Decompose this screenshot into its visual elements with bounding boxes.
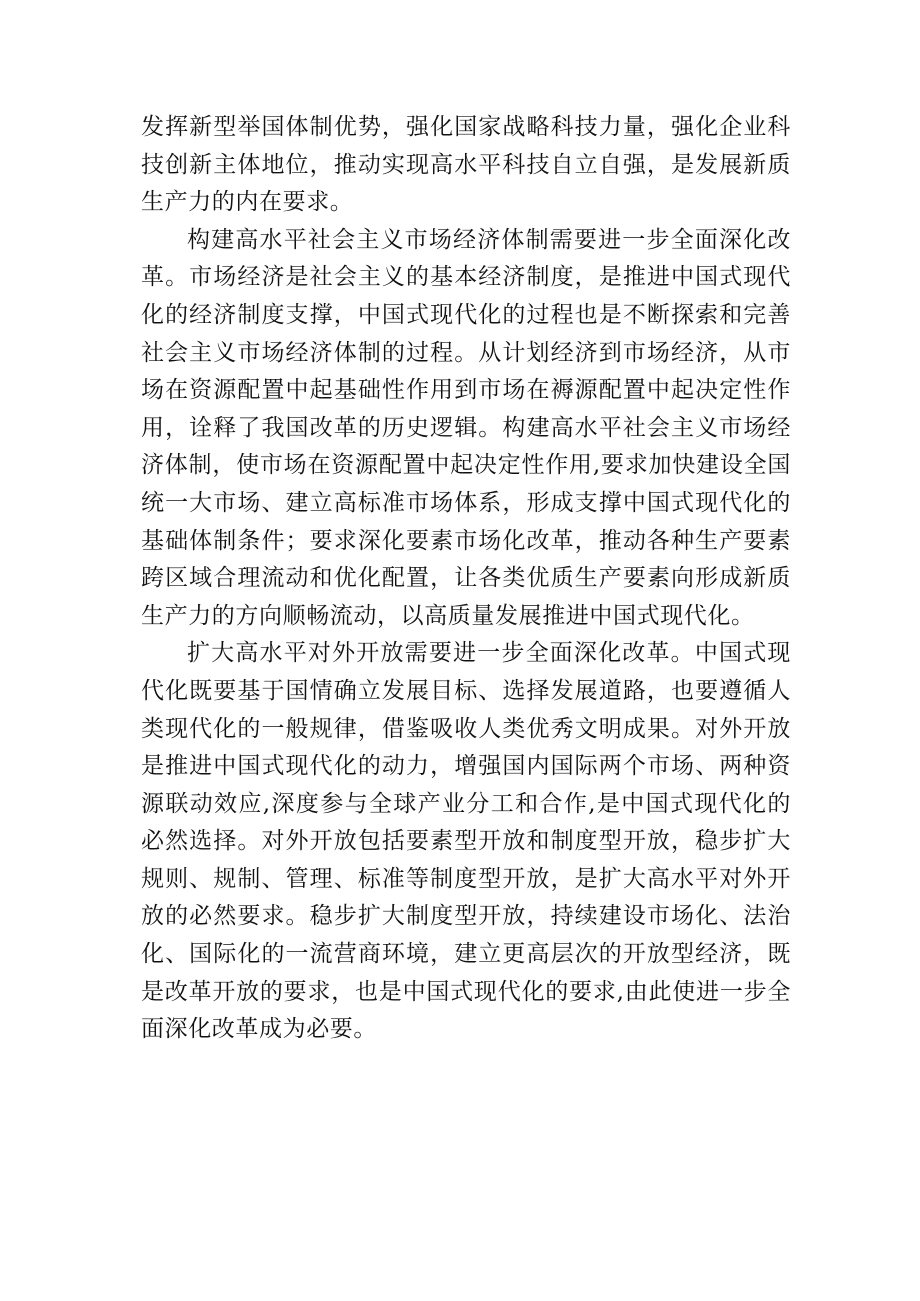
paragraph-2: 构建高水平社会主义市场经济体制需要进一步全面深化改革。市场经济是社会主义的基本经济制度，是推进中国式现代化的经济制度支撑，中国式现代化的过程也是不断探索和完善社会主义市场经济体制的过程。从计划经济到市场经济，从市场在资源配置中起基础性作用到市场在褥源配置中起决定性作用，诠释了我国改革的历史逻辑。构建高水平社会主义市场经济体制，使市场在资源配置中起决定性作用,要求加快建设全国统一大市场、建立高标准市场体系，形成支撑中国式现代化的基础体制条件；要求深化要素市场化改革，推动各种生产要素跨区域合理流动和优化配置，让各类优质生产要素向形成新质生产力的方向顺畅流动，以高质量发展推进中国式现代化。 [141,226,791,629]
paragraph-3: 扩大高水平对外开放需要进一步全面深化改革。中国式现代化既要基于国情确立发展目标、选择发展道路，也要遵循人类现代化的一般规律，借鉴吸收人类优秀文明成果。对外开放是推进中国式现代化的动力，增强国内国际两个市场、两种资源联动效应,深度参与全球产业分工和合作,是中国式现代化的必然选择。对外开放包括要素型开放和制度型开放，稳步扩大规则、规制、管理、标准等制度型开放，是扩大高水平对外开放的必然要求。稳步扩大制度型开放，持续建设市场化、法治化、国际化的一流营商环境，建立更高层次的开放型经济，既是改革开放的要求，也是中国式现代化的要求,由此使进一步全面深化改革成为必要。 [141,640,791,1043]
paragraph-1: 发挥新型举国体制优势，强化国家战略科技力量，强化企业科技创新主体地位，推动实现高水平科技自立自强，是发展新质生产力的内在要求。 [141,114,791,216]
body-text [141,109,791,1049]
